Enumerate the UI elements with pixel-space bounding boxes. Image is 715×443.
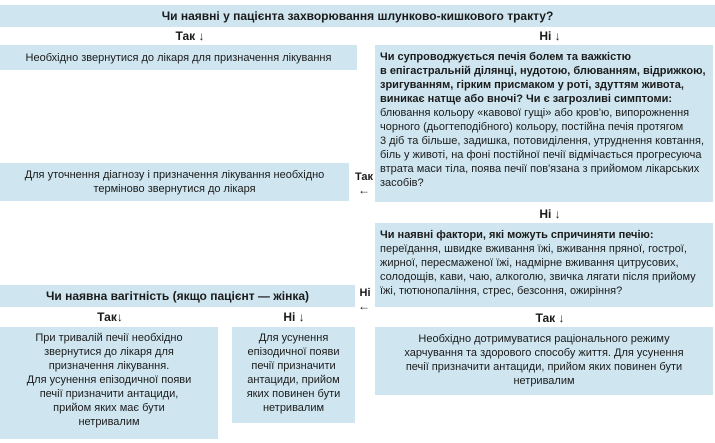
- question-2-box: [375, 45, 713, 202]
- final-recommendation-box: [375, 327, 713, 395]
- preg-yes-line-2: звернутися до лікаря для: [44, 346, 174, 358]
- final-line-2: харчування та здорового способу життя. Для усунення: [404, 347, 684, 359]
- final-line-4: нетривалим: [513, 375, 575, 387]
- preg-no-line-1: Для усунення: [258, 332, 329, 344]
- q2-line-4: виникає натще або вночі? Чи є загрозливі симптоми:: [380, 93, 673, 105]
- q2-line-9: втрата маси тіла, поява печії пов'язана з прийомом лікарських: [380, 163, 700, 175]
- left-box-1-text: Необхідно звернутися до лікаря для призначення лікування: [25, 51, 332, 64]
- q3-line-4: солодощів, кави, чаю, алкоголю, звичка лягати після прийому: [380, 271, 696, 283]
- q3-line-1: Чи наявні фактори, які можуть спричиняти печію:: [380, 229, 654, 241]
- preg-yes-line-4: Для усунення епізодичної появи: [26, 374, 192, 386]
- left-box-consult-doctor: [0, 45, 357, 70]
- q2-line-10: засобів?: [380, 177, 424, 189]
- top-question-box: [0, 5, 715, 27]
- q2-line-1: Чи супроводжується печія болем та важкістю: [380, 51, 631, 63]
- pregnancy-no-box: [232, 327, 355, 423]
- final-line-3: печії призначити антациди, прийом яких повинен бути: [405, 361, 683, 373]
- preg-no-line-4: антациди, прийом: [247, 374, 340, 386]
- q2-no-label: Ні ↓: [539, 207, 561, 221]
- preg-no-line-6: нетривалим: [262, 402, 325, 414]
- preg-yes-line-7: нетривалим: [78, 416, 140, 428]
- q3-line-3: жирної, пересмаженої їжі, надмірне вживання цитрусових,: [380, 257, 679, 269]
- top-yes-label: Так ↓: [175, 29, 205, 43]
- final-line-1: Необхідно дотримуватися раціонального режиму: [418, 333, 670, 345]
- top-no-label: Ні ↓: [539, 29, 561, 43]
- q3-line-5: їжі, тютюнопаління, стрес, безсоння, ожиріння?: [380, 285, 623, 297]
- left-box-2-text: Для уточнення діагнозу і призначення лікування необхідно терміново звернутися до лікаря: [24, 169, 325, 195]
- q3-line-2: переїдання, швидке вживання їжі, вживання пряної, гострої,: [380, 243, 687, 255]
- q3-yes-label: Так ↓: [535, 311, 565, 325]
- q2-yes-arrow: ←: [358, 183, 370, 197]
- q3-no-label: Ні: [359, 287, 371, 299]
- q2-line-8: біль у животі, на фоні постійної печії відмічається прогресуюча: [380, 149, 702, 161]
- q2-line-3: зригуванням, гірким присмаком у роті, здуттям живота,: [380, 79, 684, 91]
- q2-yes-label: Так: [354, 171, 374, 183]
- q2-line-7: 3 діб та більше, задишка, потовиділення, утруднення ковтання,: [380, 135, 705, 147]
- top-question-text: Чи наявні у пацієнта захворювання шлунково-кишкового тракту?: [161, 9, 554, 23]
- q2-line-6: чорного (дьогтеподібного) кольору, постійна печія протягом: [380, 121, 684, 133]
- preg-yes-line-3: призначення лікування.: [48, 360, 170, 372]
- pregnancy-question-box: [0, 285, 355, 307]
- q2-line-2: в епігастральній ділянці, нудотою, блюванням, відрижкою,: [380, 65, 706, 77]
- preg-no-line-5: яких повинен бути: [246, 388, 341, 400]
- question-3-box: [375, 223, 713, 307]
- preg-no-line-2: епізодичної появи: [247, 346, 340, 358]
- preg-yes-line-6: прийом яких має бути: [53, 402, 165, 414]
- left-box-urgent-doctor: [0, 163, 349, 201]
- preg-no-line-3: печії призначити: [251, 360, 336, 372]
- pregnancy-yes-box: [0, 327, 218, 439]
- preg-no-label: Ні ↓: [283, 310, 305, 324]
- preg-yes-line-5: печії призначити антациди,: [39, 388, 179, 400]
- q2-line-5: блювання кольору «кавової гущі» або кров'ю, випорожнення: [380, 107, 690, 119]
- preg-yes-line-1: При тривалій печії необхідно: [35, 332, 183, 344]
- q3-no-arrow: ←: [358, 299, 370, 313]
- preg-yes-label: Так↓: [97, 310, 123, 324]
- pregnancy-question-text: Чи наявна вагітність (якщо пацієнт — жінка): [45, 289, 310, 303]
